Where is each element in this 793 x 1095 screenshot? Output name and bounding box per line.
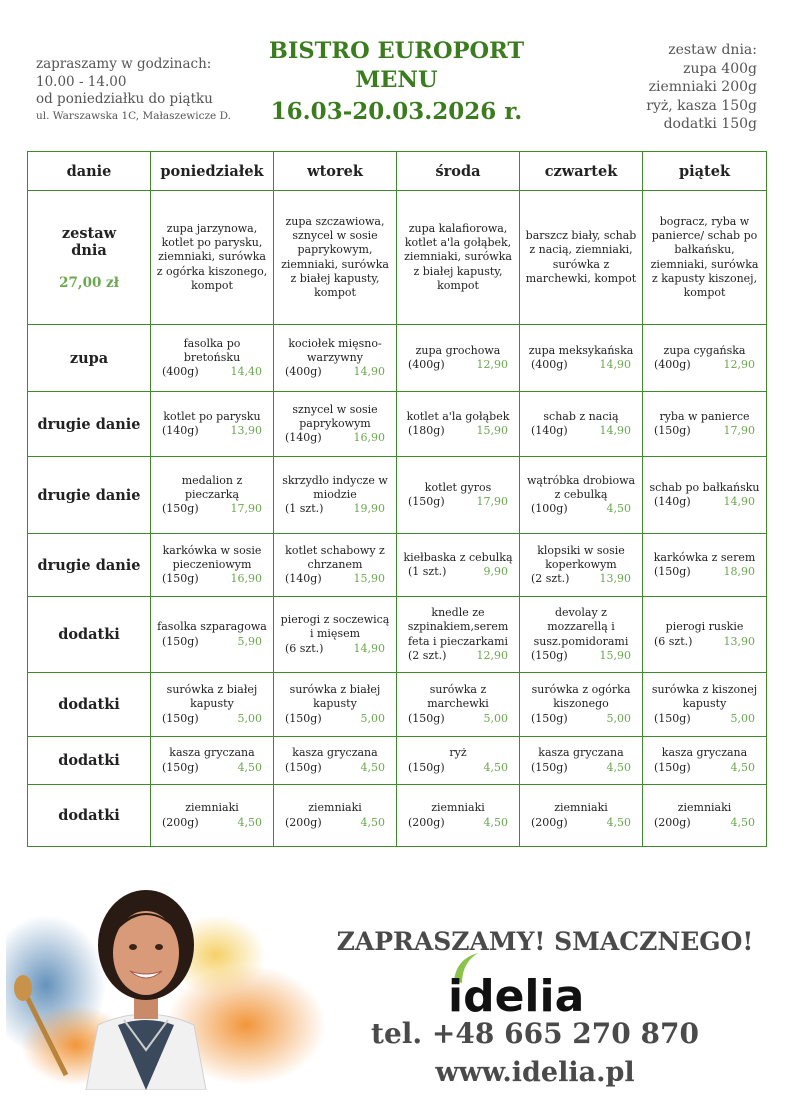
dish-name: kotlet po parysku (163, 409, 261, 423)
dish-price: 16,90 (230, 572, 262, 586)
dish-weight: (6 szt.) (285, 641, 324, 655)
dish-weight: (150g) (162, 502, 199, 516)
dish-weight: (140g) (162, 424, 199, 437)
weight-price (279, 365, 391, 379)
menu-cell-thursday (520, 457, 643, 534)
dish-price: 4,50 (360, 760, 385, 774)
dish-name: kasza gryczana (292, 746, 378, 760)
weight-price (279, 761, 391, 775)
menu-cell-wednesday (397, 325, 520, 392)
set-cell-friday: bogracz, ryba w panierce/ schab po bałkańsku, ziemniaki, surówka z kapusty kiszonej, kompot (643, 191, 767, 325)
dish-price: 14,40 (230, 365, 262, 379)
col-header-wednesday: środa (397, 152, 520, 191)
table-row-set (28, 191, 767, 325)
dish-price: 13,90 (230, 424, 262, 437)
menu-cell-tuesday (274, 673, 397, 737)
weight-price (648, 358, 761, 372)
dish-weight: (200g) (285, 815, 322, 829)
dish-weight: (150g) (162, 572, 199, 586)
row-label: zupa (28, 325, 151, 392)
menu-cell-thursday (520, 673, 643, 737)
set-info (646, 41, 757, 134)
dish-name: surówka z białej kapusty (289, 683, 381, 711)
dish-price: 14,90 (723, 495, 755, 508)
menu-cell-wednesday (397, 392, 520, 457)
menu-cell-thursday (520, 737, 643, 785)
row-label: drugie danie (28, 392, 151, 457)
dish-name: kasza gryczana (538, 746, 624, 760)
row-label: dodatki (28, 737, 151, 785)
menu-dates: 16.03-20.03.2026 r. (270, 97, 523, 125)
table-row (28, 597, 767, 673)
weight-price (279, 431, 391, 445)
dish-weight: (150g) (531, 760, 568, 774)
weight-price (156, 502, 268, 516)
menu-cell-friday (643, 457, 767, 534)
menu-cell-tuesday (274, 392, 397, 457)
table-row (28, 392, 767, 457)
weight-price (156, 424, 268, 438)
col-header-monday: poniedziałek (151, 152, 274, 191)
weight-price (279, 642, 391, 656)
weight-price (525, 358, 637, 372)
menu-cell-monday (151, 534, 274, 597)
dish-weight: (140g) (531, 424, 568, 437)
set-info-soup: zupa 400g (683, 60, 757, 77)
col-header-dish: danie (28, 152, 151, 191)
dish-name: sznycel w sosie paprykowym (292, 402, 378, 430)
row-label: drugie danie (28, 457, 151, 534)
dish-name: pierogi ruskie (665, 620, 744, 634)
weight-price (156, 572, 268, 586)
dish-weight: (140g) (285, 572, 322, 586)
menu-cell-thursday (520, 785, 643, 847)
menu-cell-tuesday (274, 325, 397, 392)
menu-cell-wednesday (397, 673, 520, 737)
weight-price (525, 424, 637, 438)
svg-text:idelia: idelia (448, 971, 585, 1022)
menu-cell-friday (643, 392, 767, 457)
set-info-title: zestaw dnia: (668, 42, 757, 58)
dish-price: 13,90 (723, 634, 755, 648)
dish-price: 4,50 (483, 815, 508, 829)
dish-price: 19,90 (353, 502, 385, 516)
dish-weight: (400g) (162, 365, 199, 379)
dish-name: schab z nacią (543, 409, 619, 423)
dish-weight: (6 szt.) (654, 634, 693, 648)
col-header-thursday: czwartek (520, 152, 643, 191)
dish-price: 4,50 (237, 760, 262, 774)
dish-price: 4,50 (606, 760, 631, 774)
weight-price (279, 572, 391, 586)
dish-weight: (200g) (408, 815, 445, 829)
weight-price (648, 424, 761, 438)
menu-cell-tuesday (274, 457, 397, 534)
weight-price (279, 816, 391, 830)
dish-weight: (400g) (654, 358, 691, 371)
dish-weight: (150g) (162, 634, 199, 648)
weight-price (402, 816, 514, 830)
dish-weight: (150g) (654, 424, 691, 437)
menu-cell-friday (643, 597, 767, 673)
website: www.idelia.pl (435, 1057, 635, 1088)
dish-weight: (1 szt.) (408, 565, 447, 578)
dish-name: surówka z marchewki (427, 683, 489, 711)
table-row (28, 457, 767, 534)
dish-weight: (400g) (285, 365, 322, 379)
dish-name: knedle ze szpinakiem,serem feta i pieczarkami (407, 605, 509, 648)
dish-name: wątróbka drobiowa z cebulką (526, 473, 636, 501)
dish-price: 4,50 (360, 815, 385, 829)
dish-name: klopsiki w sosie koperkowym (537, 543, 625, 571)
row-label-set (28, 191, 151, 325)
footer (0, 875, 793, 1095)
weight-price (402, 712, 514, 726)
dish-price: 4,50 (730, 760, 755, 774)
dish-weight: (400g) (408, 358, 445, 371)
dish-weight: (2 szt.) (531, 572, 570, 586)
dish-price: 12,90 (476, 358, 508, 371)
dish-name: kiełbaska z cebulką (403, 550, 513, 564)
menu-cell-tuesday (274, 785, 397, 847)
menu-cell-tuesday (274, 534, 397, 597)
menu-cell-wednesday (397, 534, 520, 597)
dish-name: skrzydło indycze w miodzie (282, 473, 388, 501)
weight-price (402, 761, 514, 775)
dish-price: 18,90 (723, 565, 755, 578)
dish-weight: (150g) (654, 711, 691, 725)
menu-cell-monday (151, 673, 274, 737)
menu-cell-friday (643, 673, 767, 737)
menu-cell-monday (151, 325, 274, 392)
dish-weight: (150g) (531, 648, 568, 662)
weight-price (525, 761, 637, 775)
dish-name: ziemniaki (431, 801, 485, 815)
dish-price: 9,90 (483, 565, 508, 578)
set-label: zestaw dnia (61, 224, 117, 259)
weight-price (648, 712, 761, 726)
menu-cell-monday (151, 785, 274, 847)
table-row (28, 673, 767, 737)
hours-intro: zapraszamy w godzinach: (36, 56, 212, 72)
menu-cell-friday (643, 325, 767, 392)
dish-weight: (150g) (408, 711, 445, 725)
weight-price (156, 816, 268, 830)
dish-weight: (200g) (531, 815, 568, 829)
dish-weight: (400g) (531, 358, 568, 371)
menu-cell-thursday (520, 534, 643, 597)
col-header-tuesday: wtorek (274, 152, 397, 191)
hours-days: od poniedziałku do piątku (36, 91, 213, 108)
weight-price (525, 712, 637, 726)
weight-price (648, 761, 761, 775)
weight-price (402, 358, 514, 372)
chef-woman-illustration (6, 875, 336, 1090)
dish-price: 14,90 (353, 641, 385, 655)
dish-price: 13,90 (599, 572, 631, 586)
dish-weight: (2 szt.) (408, 648, 447, 662)
table-row (28, 737, 767, 785)
set-cell-tuesday: zupa szczawiowa, sznycel w sosie paprykowym, ziemniaki, surówka z białej kapusty, kompot (274, 191, 397, 325)
weight-price (525, 502, 637, 516)
bistro-name: BISTRO EUROPORT (268, 38, 525, 64)
dish-price: 14,90 (599, 424, 631, 437)
dish-name: karkówka z serem (653, 550, 756, 564)
menu-cell-wednesday (397, 737, 520, 785)
dish-price: 5,00 (360, 711, 385, 725)
col-header-friday: piątek (643, 152, 767, 191)
dish-price: 5,00 (606, 711, 631, 725)
set-info-sides: dodatki 150g (663, 116, 757, 133)
weight-price (279, 502, 391, 516)
dish-name: schab po bałkańsku (649, 480, 760, 494)
set-info-rice: ryż, kasza 150g (646, 97, 757, 114)
dish-name: kasza gryczana (169, 746, 255, 760)
set-cell-monday: zupa jarzynowa, kotlet po parysku, ziemniaki, surówka z ogórka kiszonego, kompot (151, 191, 274, 325)
menu-cell-wednesday (397, 785, 520, 847)
weight-price (156, 365, 268, 379)
dish-price: 4,50 (606, 815, 631, 829)
dish-name: karkówka w sosie pieczeniowym (162, 543, 262, 571)
dish-price: 14,90 (599, 358, 631, 371)
menu-cell-tuesday (274, 737, 397, 785)
weight-price (648, 565, 761, 579)
phone-number: tel. +48 665 270 870 (371, 1017, 699, 1050)
menu-cell-monday (151, 597, 274, 673)
dish-weight: (150g) (408, 760, 445, 774)
dish-price: 16,90 (353, 431, 385, 445)
row-label: dodatki (28, 673, 151, 737)
dish-price: 15,90 (599, 648, 631, 662)
menu-cell-thursday (520, 597, 643, 673)
dish-name: surówka z ogórka kiszonego (531, 683, 631, 711)
dish-weight: (100g) (531, 502, 568, 516)
dish-weight: (140g) (654, 495, 691, 508)
menu-cell-friday (643, 534, 767, 597)
weight-price (648, 816, 761, 830)
menu-cell-wednesday (397, 597, 520, 673)
dish-price: 12,90 (476, 648, 508, 662)
dish-name: fasolka szparagowa (157, 620, 267, 634)
menu-cell-friday (643, 737, 767, 785)
dish-weight: (150g) (531, 711, 568, 725)
dish-weight: (150g) (408, 495, 445, 508)
dish-name: zupa grochowa (415, 343, 501, 357)
dish-price: 14,90 (353, 365, 385, 379)
dish-name: fasolka po bretońsku (183, 336, 241, 364)
dish-weight: (150g) (654, 565, 691, 578)
dish-name: ryż (449, 746, 467, 760)
dish-price: 5,00 (730, 711, 755, 725)
weight-price (156, 712, 268, 726)
set-info-potatoes: ziemniaki 200g (648, 79, 757, 96)
dish-weight: (150g) (654, 760, 691, 774)
dish-name: kotlet gyros (424, 480, 492, 494)
dish-price: 5,90 (237, 634, 262, 648)
weight-price (525, 572, 637, 586)
menu-cell-thursday (520, 325, 643, 392)
dish-price: 17,90 (230, 502, 262, 516)
weight-price (648, 635, 761, 649)
dish-name: ryba w panierce (659, 409, 750, 423)
weight-price (525, 649, 637, 663)
dish-weight: (150g) (162, 760, 199, 774)
dish-price: 15,90 (353, 572, 385, 586)
dish-name: kociołek mięsno-warzywny (288, 336, 382, 364)
weight-price (156, 761, 268, 775)
table-row (28, 325, 767, 392)
dish-name: kasza gryczana (661, 746, 748, 760)
menu-table (27, 151, 767, 847)
dish-name: ziemniaki (308, 801, 362, 815)
dish-price: 4,50 (237, 815, 262, 829)
dish-price: 17,90 (476, 495, 508, 508)
dish-weight: (150g) (162, 711, 199, 725)
dish-price: 4,50 (606, 502, 631, 516)
dish-weight: (150g) (285, 711, 322, 725)
table-header-row (28, 152, 767, 191)
weight-price (402, 649, 514, 663)
dish-weight: (140g) (285, 431, 322, 445)
menu-cell-thursday (520, 392, 643, 457)
dish-name: kotlet schabowy z chrzanem (285, 543, 385, 571)
dish-price: 15,90 (476, 424, 508, 437)
table-row (28, 534, 767, 597)
menu-cell-tuesday (274, 597, 397, 673)
weight-price (402, 565, 514, 579)
menu-title: MENU (355, 67, 438, 94)
dish-price: 17,90 (723, 424, 755, 437)
dish-name: zupa cygańska (663, 343, 746, 357)
dish-weight: (180g) (408, 424, 445, 437)
dish-name: ziemniaki (185, 801, 239, 815)
dish-weight: (1 szt.) (285, 502, 324, 516)
weight-price (279, 712, 391, 726)
weight-price (525, 816, 637, 830)
dish-name: surówka z kiszonej kapusty (651, 683, 758, 711)
dish-weight: (150g) (285, 760, 322, 774)
table-row (28, 785, 767, 847)
idelia-logo (440, 945, 630, 1025)
address: ul. Warszawska 1C, Małaszewicze D. (36, 109, 231, 122)
dish-name: pierogi z soczewicą i mięsem (280, 613, 390, 641)
dish-name: devolay z mozzarellą i susz.pomidorami (533, 605, 629, 648)
row-label: dodatki (28, 785, 151, 847)
menu-cell-friday (643, 785, 767, 847)
set-cell-thursday: barszcz biały, schab z nacią, ziemniaki, surówka z marchewki, kompot (520, 191, 643, 325)
dish-weight: (200g) (162, 815, 199, 829)
hours-time: 10.00 - 14.00 (36, 73, 127, 90)
dish-price: 5,00 (483, 711, 508, 725)
row-label: dodatki (28, 597, 151, 673)
dish-price: 5,00 (237, 711, 262, 725)
menu-cell-wednesday (397, 457, 520, 534)
weight-price (156, 635, 268, 649)
dish-name: ziemniaki (554, 801, 608, 815)
menu-cell-monday (151, 457, 274, 534)
dish-name: medalion z pieczarką (181, 473, 243, 501)
weight-price (402, 495, 514, 509)
set-cell-wednesday: zupa kalafiorowa, kotlet a'la gołąbek, ziemniaki, surówka z białej kapusty, kompot (397, 191, 520, 325)
menu-cell-monday (151, 392, 274, 457)
set-price: 27,00 zł (59, 274, 119, 291)
dish-price: 12,90 (723, 358, 755, 371)
dish-price: 4,50 (730, 815, 755, 829)
dish-price: 4,50 (483, 760, 508, 774)
dish-weight: (200g) (654, 815, 691, 829)
slogan: ZAPRASZAMY! SMACZNEGO! (336, 927, 754, 956)
menu-cell-monday (151, 737, 274, 785)
dish-name: zupa meksykańska (528, 343, 634, 357)
dish-name: kotlet a'la gołąbek (406, 409, 510, 423)
dish-name: surówka z białej kapusty (166, 683, 258, 711)
dish-name: ziemniaki (677, 801, 732, 815)
weight-price (402, 424, 514, 438)
weight-price (648, 495, 761, 509)
row-label: drugie danie (28, 534, 151, 597)
